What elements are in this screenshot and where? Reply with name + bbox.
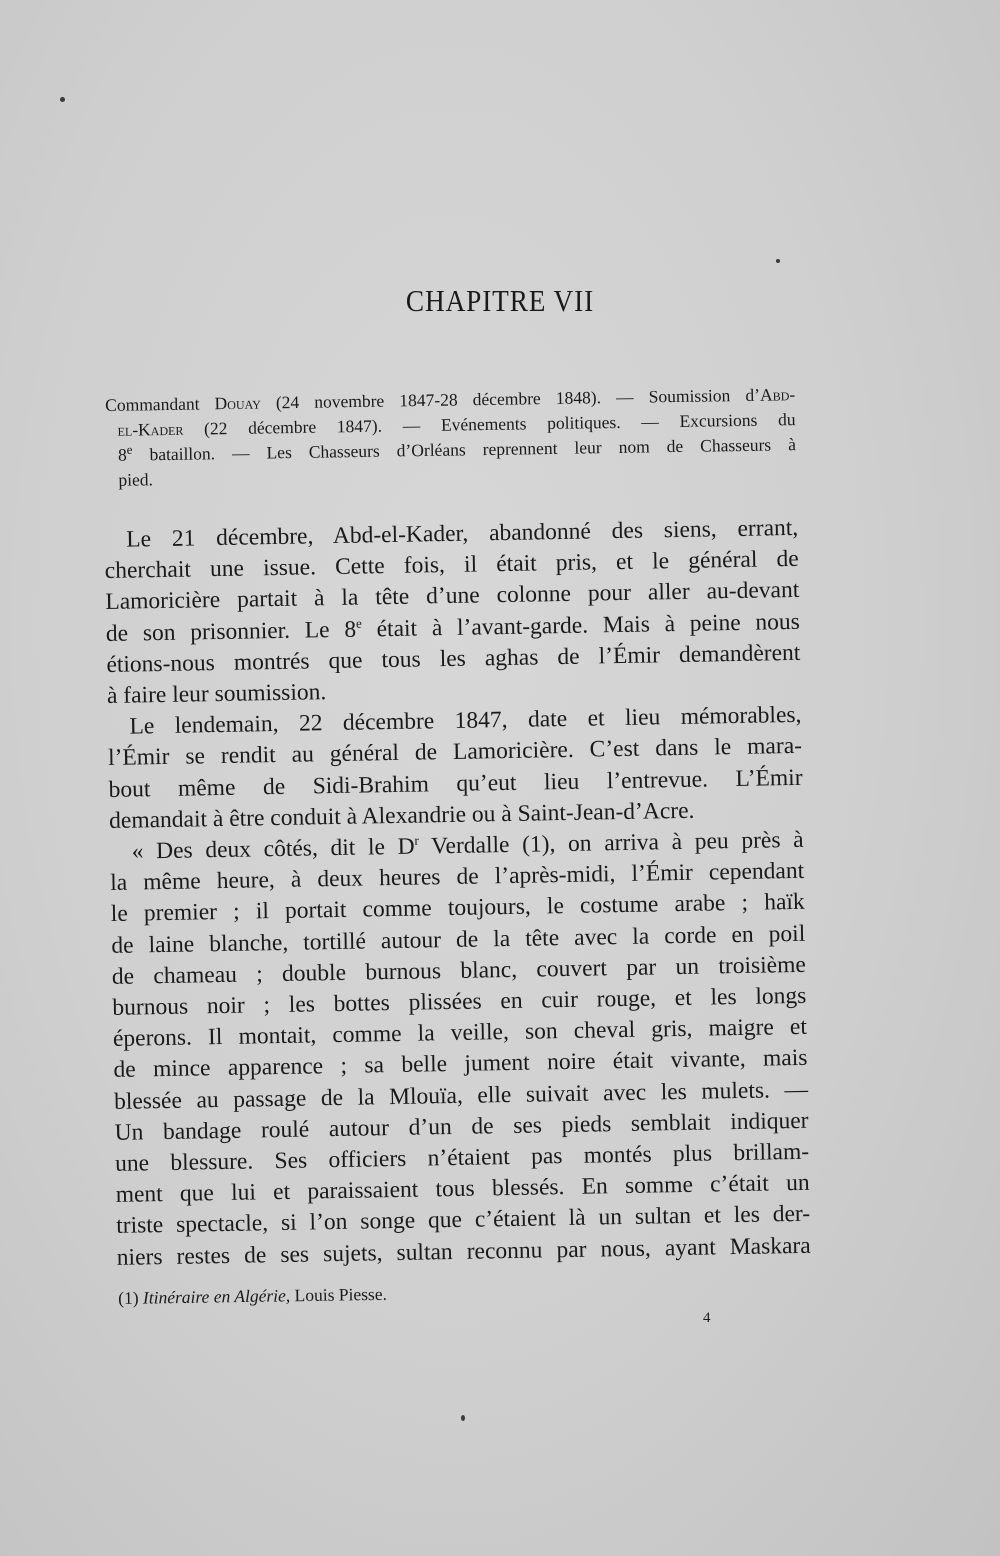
text-line: l’Émir se rendit au général de Lamoricière. C’est dans le mara- [107, 733, 803, 772]
text-line: le premier ; il portait comme toujours, le costume arabe ; haïk [110, 889, 805, 928]
text-line: de mince apparence ; sa belle jument noire était vivante, mais [113, 1045, 808, 1084]
text-line: la même heure, à deux heures de l’après-midi, l’Émir cependant [110, 858, 805, 897]
small-caps-text: el-Kader [117, 418, 184, 440]
superscript: r [414, 832, 419, 848]
superscript: e [355, 615, 362, 631]
text-line: « Des deux côtés, dit le $D^r$ Verdalle (1), on arriva à peu près à [131, 826, 804, 865]
text-line: ment que lui et paraissaient tous blessés. En somme c’était un [115, 1170, 810, 1209]
text-line: demandait à être conduit à Alexandrie ou à Saint-Jean-d’Acre. [108, 797, 695, 834]
ink-speck [60, 97, 65, 102]
small-caps-text: Abd- [759, 384, 796, 405]
signature-mark: 4 [703, 1310, 711, 1326]
text-line: burnous noir ; les bottes plissées en cuir rouge, et les longs [112, 982, 807, 1021]
small-caps-text: Douay [214, 392, 261, 414]
summary-line: pied. [118, 469, 154, 490]
ink-speck [776, 259, 780, 263]
chapter-summary [105, 382, 796, 493]
chapter-title: CHAPITRE VII [405, 283, 595, 318]
text-line: étions-nous montrés que tous les aghas de l’Émir demandèrent [106, 639, 801, 678]
footnote [118, 1284, 387, 1309]
text-line: de son prisonnier. Le 8e était à l’avant-garde. Mais à peine nous [105, 608, 801, 647]
body-text [104, 513, 811, 1274]
text-line: Un bandage roulé autour d’un de ses pieds semblait indiquer [114, 1107, 809, 1146]
text-line: de chameau ; double burnous blanc, couvert par un troisième [111, 951, 807, 990]
superscript: e [126, 441, 133, 457]
text-line: Lamoricière partait à la tête d’une colonne pour aller au-devant [105, 577, 800, 616]
text-line: cherchait une issue. Cette fois, il était pris, et le général de [104, 546, 799, 585]
text-line: éperons. Il montait, comme la veille, son cheval gris, maigre et [112, 1014, 808, 1053]
text-line: de laine blanche, tortillé autour de la tête avec la corde en poil [111, 920, 806, 959]
text-line: une blessure. Ses officiers n’étaient pas montés plus brillam- [114, 1138, 810, 1177]
text-line: bout même de Sidi-Brahim qu’eut lieu l’entrevue. L’Émir [108, 764, 803, 803]
text-line: Le 21 décembre, Abd-el-Kader, abandonné des siens, errant, [126, 514, 799, 553]
summary-line: Commandant Douay (24 novembre 1847-28 décembre 1848). — Soumission d’Abd- [105, 384, 796, 415]
text-line: Le lendemain, 22 décembre 1847, date et lieu mémorables, [129, 702, 802, 740]
text-line: niers restes de ses sujets, sultan reconnu par nous, ayant Maskara [116, 1232, 811, 1271]
footnote-author: Louis Piesse. [294, 1283, 388, 1306]
text-line: triste spectacle, si l’on songe que c’étaient là un sultan et les der- [116, 1201, 811, 1240]
footnote-marker: (1) [118, 1287, 139, 1308]
summary-line: el-Kader (22 décembre 1847). — Evénements politiques. — Excursions du [117, 409, 796, 440]
footnote-work-title: Itinéraire en Algérie, [142, 1285, 291, 1308]
summary-line: 8e bataillon. — Les Chasseurs d’Orléans reprennent leur nom de Chasseurs à [117, 434, 797, 465]
text-line: à faire leur soumission. [106, 679, 327, 709]
text-line: blessée au passage de la Mlouïa, elle suivait avec les mulets. — [113, 1076, 809, 1115]
ink-speck [461, 1415, 465, 1421]
